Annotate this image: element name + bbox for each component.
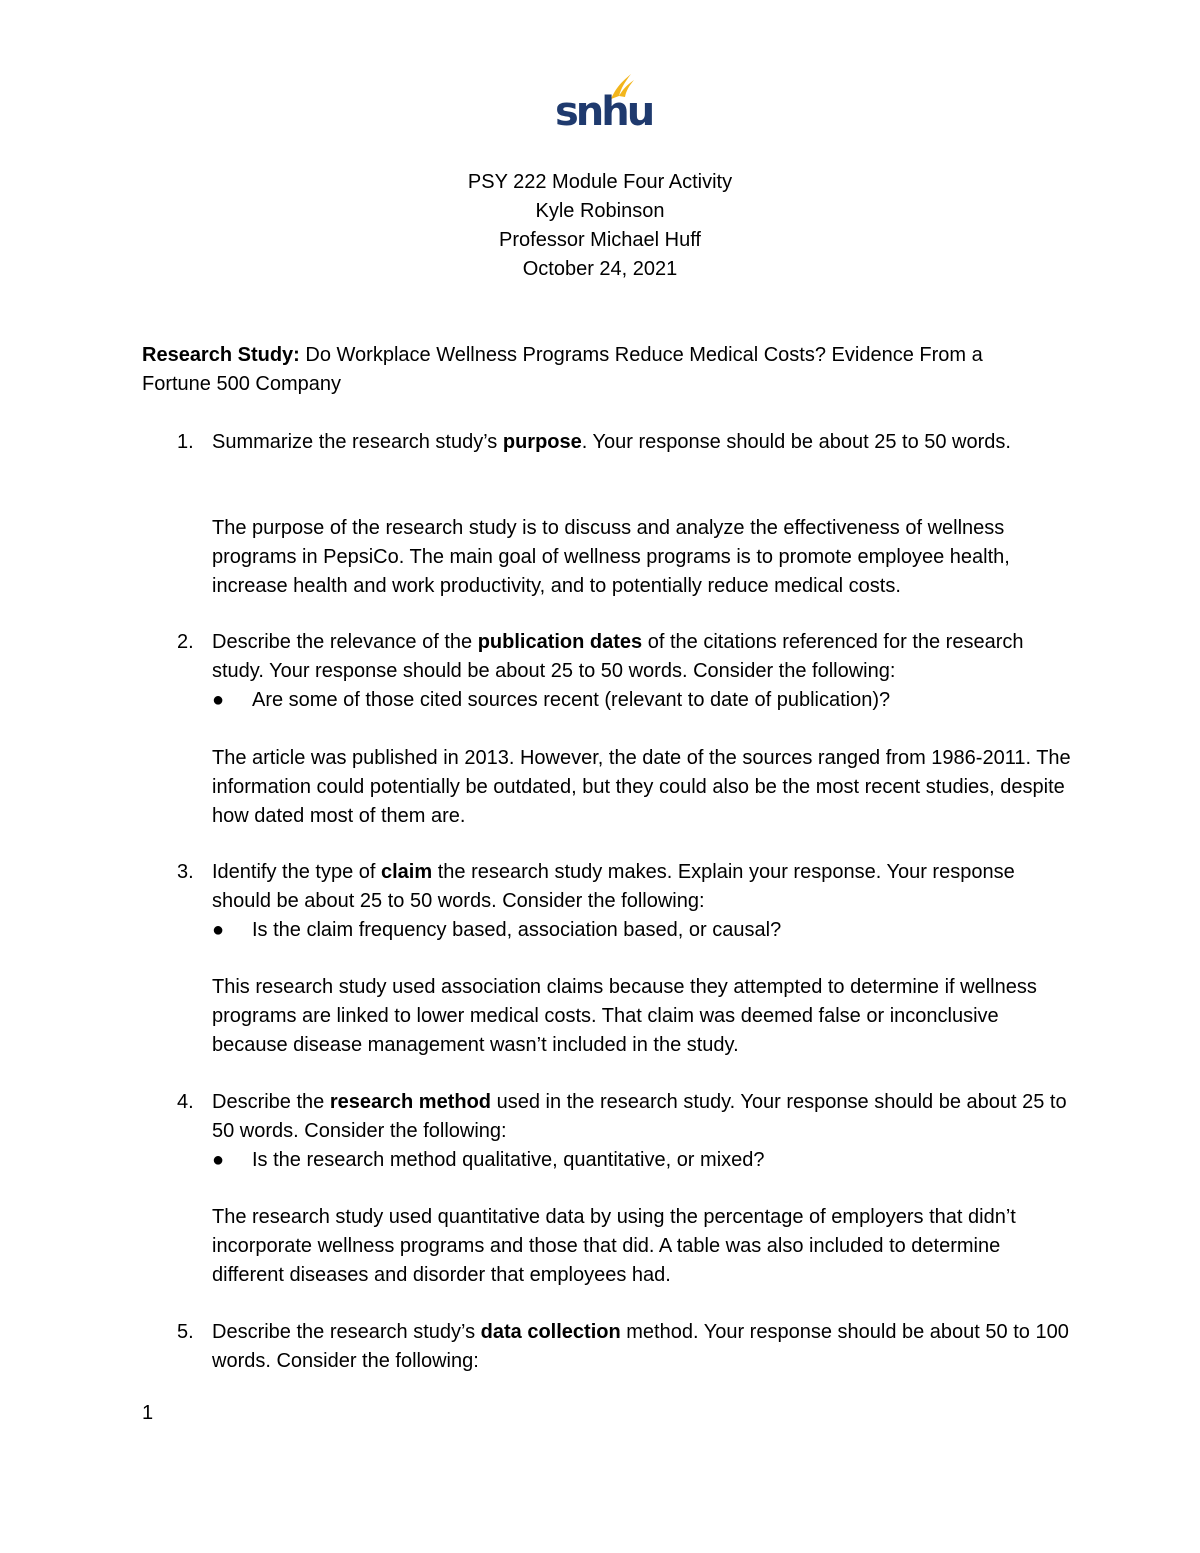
research-study-label: Research Study: <box>142 344 300 366</box>
prompt-text: Describe the research study’s <box>212 1321 481 1343</box>
answer-text: The research study used quantitative data by using the percentage of employers that didn’t incorporate wellness programs and those that did. A table was also included to determine different diseases and disorder that employees had. <box>212 1206 1016 1286</box>
prompt-text: of the citations referenced for the research study. Your response should be about 25 to 50 words. Consider the following: <box>212 631 1024 682</box>
prompt-text: Identify the type of <box>212 861 381 883</box>
prompt-keyword: purpose <box>502 431 582 453</box>
question-prompt <box>212 428 1072 457</box>
prompt-text: Describe the relevance of the <box>212 631 478 653</box>
prompt-text: used in the research study. Your response should be about 25 to 50 words. Consider the following: <box>212 1091 1067 1142</box>
bullet-icon: ● <box>212 1149 225 1171</box>
document-date: October 24, 2021 <box>522 258 678 280</box>
question-prompt <box>212 1088 1072 1146</box>
prompt-keyword: claim <box>381 861 433 883</box>
bullet-text: Are some of those cited sources recent (relevant to date of publication)? <box>252 689 891 711</box>
bullet-icon: ● <box>212 689 225 711</box>
document-title: PSY 222 Module Four Activity <box>467 171 733 193</box>
prompt-keyword: data collection <box>480 1321 621 1343</box>
prompt-text: Describe the <box>212 1091 330 1113</box>
research-study-line <box>142 341 1042 399</box>
prompt-text: . Your response should be about 25 to 50 words. <box>581 431 1011 453</box>
question-number: 1. <box>177 431 194 453</box>
prompt-keyword: research method <box>329 1091 492 1113</box>
prompt-text: the research study makes. Explain your response. Your response should be about 25 to 50 words. Consider the following: <box>212 861 1015 912</box>
answer-text: This research study used association claims because they attempted to determine if wellness programs are linked to lower medical costs. That claim was deemed false or inconclusive because disease management wasn’t included in the study. <box>212 976 1037 1056</box>
bullet-text: Is the research method qualitative, quantitative, or mixed? <box>252 1149 765 1171</box>
research-study-title: Do Workplace Wellness Programs Reduce Medical Costs? Evidence From a Fortune 500 Company <box>142 344 983 395</box>
question-prompt <box>212 858 1072 916</box>
prompt-text: Summarize the research study’s <box>212 431 503 453</box>
answer-text: The article was published in 2013. However, the date of the sources ranged from 1986-2011. The information could potentially be outdated, but they could also be the most recent studies, despite how dated most of them are. <box>212 747 1071 827</box>
bullet-text: Is the claim frequency based, association based, or causal? <box>252 919 782 941</box>
question-number: 2. <box>177 631 194 653</box>
prompt-text: method. Your response should be about 50 to 100 words. Consider the following: <box>212 1321 1069 1372</box>
question-number: 3. <box>177 861 194 883</box>
author-name: Kyle Robinson <box>535 200 665 222</box>
page-number: 1 <box>142 1402 154 1424</box>
logo-wordmark: snhu <box>555 89 653 135</box>
snhu-logo <box>553 72 653 135</box>
question-prompt <box>212 1318 1072 1376</box>
answer-text: The purpose of the research study is to discuss and analyze the effectiveness of wellness programs in PepsiCo. The main goal of wellness programs is to promote employee health, increase health and work productivity, and to potentially reduce medical costs. <box>212 517 1010 597</box>
bullet-icon: ● <box>212 919 225 941</box>
question-number: 5. <box>177 1321 194 1343</box>
question-number: 4. <box>177 1091 194 1113</box>
professor-name: Professor Michael Huff <box>499 229 701 251</box>
prompt-keyword: publication dates <box>477 631 643 653</box>
question-prompt <box>212 628 1072 686</box>
